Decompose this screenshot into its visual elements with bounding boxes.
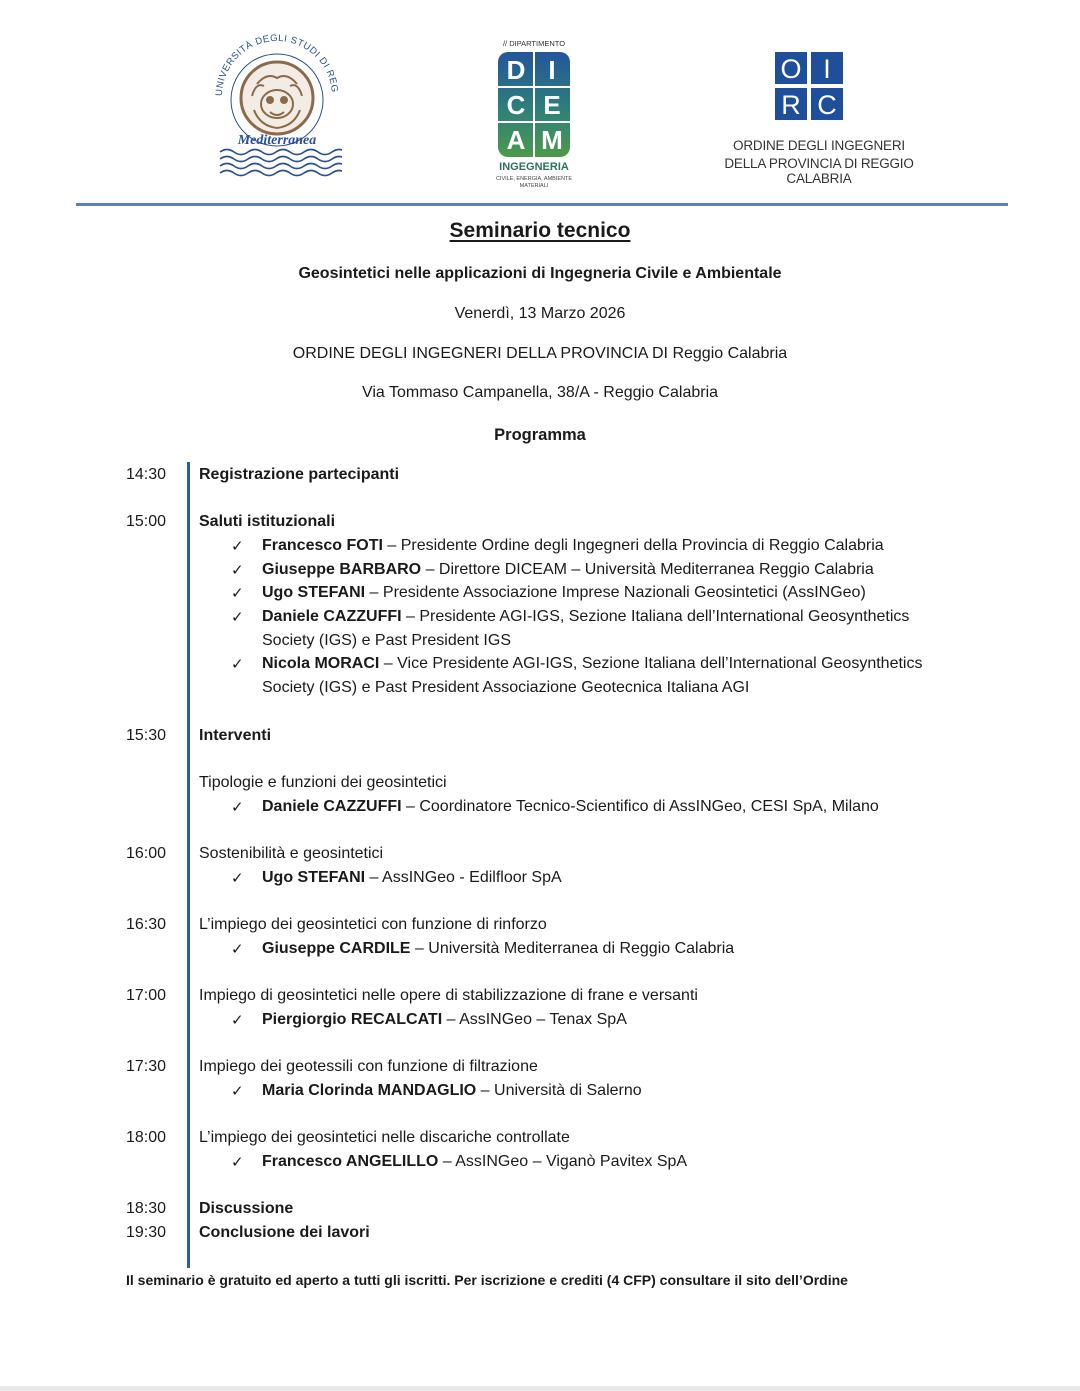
time-label: 16:30: [126, 916, 167, 933]
time-label: 17:00: [126, 987, 167, 1004]
speaker-line: [262, 1011, 627, 1029]
time-label: 19:30: [126, 1224, 167, 1241]
speaker-affiliation: – AssINGeo - Edilfloor SpA: [365, 869, 562, 886]
programme-heading: Programma: [494, 426, 586, 444]
speaker-name: Daniele CAZZUFFI: [262, 798, 402, 815]
header-divider: [76, 203, 1008, 206]
speaker-line: [262, 655, 922, 673]
timeline-bar: [187, 462, 190, 1268]
speaker-name: Ugo STEFANI: [262, 584, 366, 601]
check-icon: ✓: [231, 656, 244, 673]
talk-title: L’impiego dei geosintetici nelle discariche controllate: [199, 1129, 570, 1146]
speaker-affiliation: – Università di Salerno: [476, 1082, 642, 1099]
speaker-affiliation: – Coordinatore Tecnico-Scientifico di AssINGeo, CESI SpA, Milano: [401, 798, 879, 815]
check-icon: ✓: [231, 1154, 244, 1171]
event-date: Venerdì, 13 Marzo 2026: [454, 305, 626, 322]
unirc-logo: [212, 34, 342, 182]
event-address: Via Tommaso Campanella, 38/A - Reggio Calabria: [361, 384, 719, 401]
diceam-logo: [494, 38, 574, 190]
agenda-item-registration: Registrazione partecipanti: [199, 466, 400, 483]
oirc-letter: O: [780, 54, 802, 84]
unirc-seal-text: UNIVERSITÀ DEGLI STUDI DI REG: [213, 34, 340, 97]
diceam-name: INGEGNERIA: [499, 161, 569, 173]
speaker-line: [262, 940, 734, 958]
oirc-name-line1: ORDINE DEGLI INGEGNERI: [733, 138, 905, 153]
unirc-name: Mediterranea: [237, 133, 317, 148]
speaker-name: Piergiorgio RECALCATI: [262, 1011, 443, 1028]
speaker-name: Daniele CAZZUFFI: [262, 608, 402, 625]
speaker-role: – Vice Presidente AGI-IGS, Sezione Italiana dell’International Geosynthetics: [379, 655, 923, 672]
check-icon: ✓: [231, 1083, 244, 1100]
speaker-line: [262, 608, 909, 626]
speaker-line: [262, 561, 874, 579]
diceam-letter: D: [506, 55, 526, 85]
event-subtitle: Geosintetici nelle applicazioni di Ingegneria Civile e Ambientale: [298, 265, 782, 282]
agenda-item-conclusion: Conclusione dei lavori: [199, 1224, 370, 1241]
page-title: Seminario tecnico: [449, 219, 631, 242]
speaker-name: Nicola MORACI: [262, 655, 380, 672]
event-venue: ORDINE DEGLI INGEGNERI DELLA PROVINCIA DI Reggio Calabria: [292, 345, 788, 362]
time-label: 16:00: [126, 845, 167, 862]
diceam-letter: M: [541, 125, 563, 155]
talk-title: Sostenibilità e geosintetici: [199, 845, 384, 862]
diceam-letter: C: [506, 90, 526, 120]
speaker-affiliation: – AssINGeo – Viganò Pavitex SpA: [438, 1153, 688, 1170]
talk-title: Tipologie e funzioni dei geosintetici: [199, 774, 447, 791]
oirc-name-line2: DELLA PROVINCIA DI REGGIO CALABRIA: [724, 156, 914, 186]
diceam-sub2: MATERIALI: [519, 183, 549, 189]
speaker-affiliation: – Università Mediterranea di Reggio Calabria: [410, 940, 735, 957]
check-icon: ✓: [231, 799, 244, 816]
time-label: 15:30: [126, 727, 167, 744]
speaker-role: – Presidente Associazione Imprese Nazionali Geosintetici (AssINGeo): [365, 584, 866, 601]
check-icon: ✓: [231, 1012, 244, 1029]
diceam-letter: E: [543, 90, 561, 120]
check-icon: ✓: [231, 870, 244, 887]
speaker-line: [262, 584, 866, 602]
diceam-dept-label: // DIPARTIMENTO: [502, 39, 566, 48]
speaker-name: Ugo STEFANI: [262, 869, 366, 886]
speaker-line: [262, 798, 879, 816]
speaker-role: – Direttore DICEAM – Università Mediterranea Reggio Calabria: [421, 561, 874, 578]
oirc-letter: R: [781, 90, 801, 120]
speaker-role-continued: Society (IGS) e Past President IGS: [262, 632, 511, 649]
diceam-sub1: CIVILE, ENERGIA, AMBIENTE: [495, 176, 573, 182]
agenda-item-discussion: Discussione: [199, 1200, 294, 1217]
speaker-name: Giuseppe CARDILE: [262, 940, 411, 957]
talk-title: L’impiego dei geosintetici con funzione di rinforzo: [199, 916, 547, 933]
speaker-role: – Presidente Ordine degli Ingegneri della Provincia di Reggio Calabria: [382, 537, 884, 554]
speaker-line: [262, 1153, 687, 1171]
footer-note: Il seminario è gratuito ed aperto a tutti gli iscritti. Per iscrizione e crediti (4 CFP) consultare il sito dell’Ordine: [126, 1272, 848, 1288]
time-label: 14:30: [126, 466, 167, 483]
speaker-role: – Presidente AGI-IGS, Sezione Italiana dell’International Geosynthetics: [401, 608, 910, 625]
speaker-name: Giuseppe BARBARO: [262, 561, 422, 578]
speaker-name: Francesco ANGELILLO: [262, 1153, 439, 1170]
speaker-name: Maria Clorinda MANDAGLIO: [262, 1082, 477, 1099]
oirc-logo: [694, 50, 944, 186]
talk-title: Impiego di geosintetici nelle opere di stabilizzazione di frane e versanti: [199, 987, 698, 1004]
time-label: 17:30: [126, 1058, 167, 1075]
time-label: 18:30: [126, 1200, 167, 1217]
speaker-line: [262, 1082, 642, 1100]
time-label: 18:00: [126, 1129, 167, 1146]
speaker-name: Francesco FOTI: [262, 537, 383, 554]
check-icon: ✓: [231, 562, 244, 579]
time-label: 15:00: [126, 513, 167, 530]
talk-title: Impiego dei geotessili con funzione di filtrazione: [199, 1058, 538, 1075]
speaker-affiliation: – AssINGeo – Tenax SpA: [442, 1011, 627, 1028]
check-icon: ✓: [231, 609, 244, 626]
speaker-role-continued: Society (IGS) e Past President Associazione Geotecnica Italiana AGI: [262, 679, 750, 696]
page-bottom-edge: [0, 1386, 1080, 1391]
check-icon: ✓: [231, 585, 244, 602]
agenda-item-greetings: Saluti istituzionali: [199, 513, 336, 530]
diceam-letter: I: [548, 55, 556, 85]
oirc-letter: I: [823, 54, 831, 84]
oirc-letter: C: [817, 90, 837, 120]
check-icon: ✓: [231, 941, 244, 958]
speaker-line: [262, 537, 884, 555]
diceam-letter: A: [506, 125, 526, 155]
agenda-item-talks: Interventi: [199, 727, 272, 744]
speaker-line: [262, 869, 562, 887]
check-icon: ✓: [231, 538, 244, 555]
